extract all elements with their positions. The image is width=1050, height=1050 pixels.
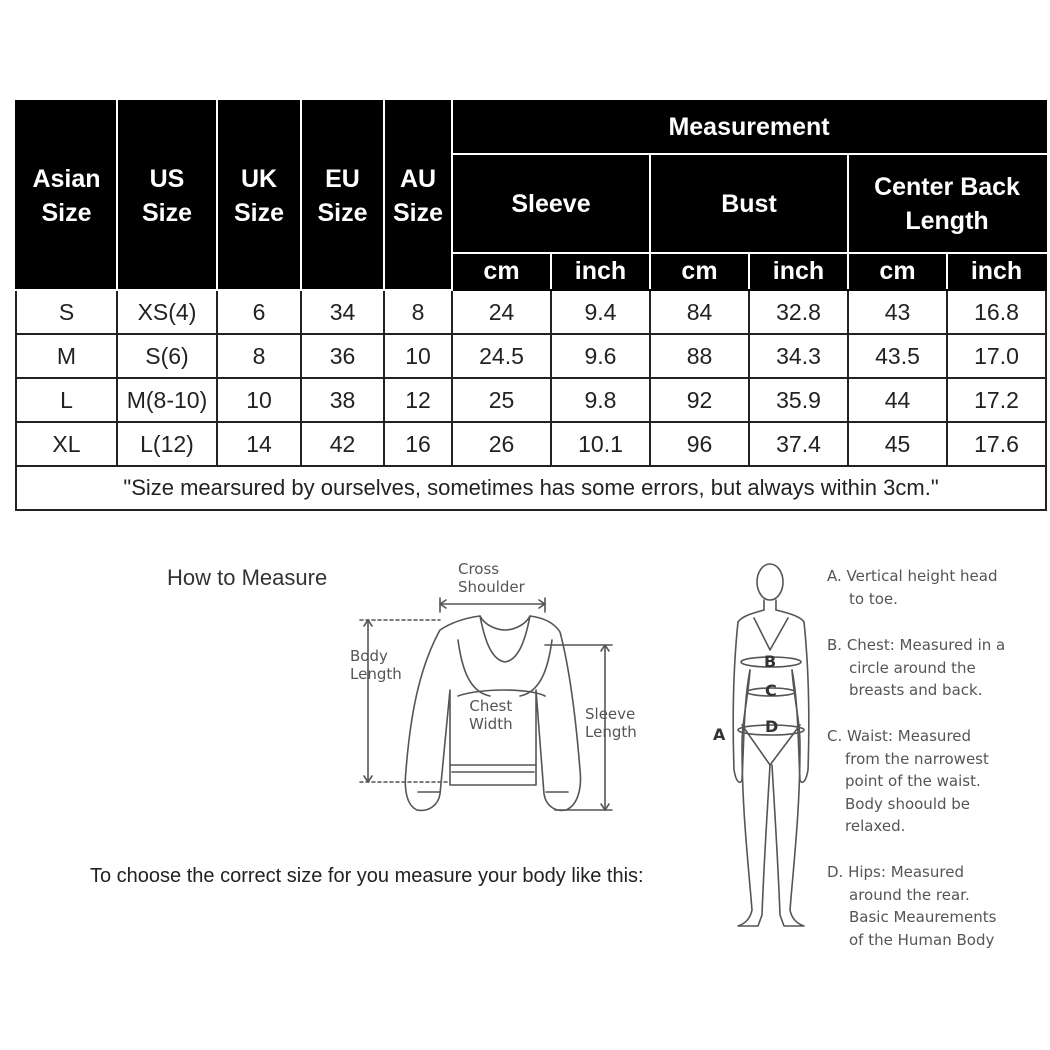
table-cell: 24 <box>452 290 551 334</box>
note-d-line: Basic Meaurements <box>849 908 997 926</box>
table-cell: XS(4) <box>117 290 217 334</box>
marker-b: B <box>764 652 777 671</box>
table-cell: 8 <box>217 334 301 378</box>
note-c-line: relaxed. <box>845 817 906 835</box>
table-row <box>16 422 1046 466</box>
table-cell: 12 <box>384 378 452 422</box>
table-cell: L(12) <box>117 422 217 466</box>
header-bust: Bust <box>650 154 848 253</box>
size-note: "Size mearsured by ourselves, sometimes has some errors, but always within 3cm." <box>16 466 1046 510</box>
unit-header: cm <box>452 253 551 290</box>
header-uk-size: UK Size <box>217 101 301 290</box>
header-eu-size: EU Size <box>301 101 384 290</box>
note-b-line: breasts and back. <box>849 681 983 699</box>
table-cell: 44 <box>848 378 947 422</box>
table-cell: 6 <box>217 290 301 334</box>
table-cell: 9.6 <box>551 334 650 378</box>
table-cell: 9.4 <box>551 290 650 334</box>
table-cell: M(8-10) <box>117 378 217 422</box>
how-to-measure-title: How to Measure <box>167 565 328 590</box>
table-cell: 10.1 <box>551 422 650 466</box>
table-cell: 43 <box>848 290 947 334</box>
table-cell: S <box>16 290 117 334</box>
table-cell: 96 <box>650 422 749 466</box>
header-asian-size: Asian Size <box>16 101 117 290</box>
table-cell: 37.4 <box>749 422 848 466</box>
marker-c: C <box>765 681 777 700</box>
size-table-body <box>16 290 1046 510</box>
header-sleeve: Sleeve <box>452 154 650 253</box>
header-us-size: US Size <box>117 101 217 290</box>
table-row <box>16 334 1046 378</box>
chest-width-label: Chest Width <box>469 697 513 733</box>
sleeve-length-label: Sleeve Length <box>585 705 637 741</box>
table-cell: 38 <box>301 378 384 422</box>
note-d-line: around the rear. <box>849 886 970 904</box>
unit-header: inch <box>749 253 848 290</box>
instruction-text: To choose the correct size for you measure your body like this: <box>90 865 644 887</box>
table-row <box>16 290 1046 334</box>
table-cell: 14 <box>217 422 301 466</box>
table-cell: 43.5 <box>848 334 947 378</box>
note-c-line: from the narrowest <box>845 750 989 768</box>
marker-a: A <box>713 725 726 744</box>
table-row <box>16 378 1046 422</box>
marker-d: D <box>765 717 779 736</box>
unit-header: cm <box>650 253 749 290</box>
unit-header: inch <box>551 253 650 290</box>
table-cell: M <box>16 334 117 378</box>
note-a-line: to toe. <box>849 590 898 608</box>
note-c-line: C. Waist: Measured <box>827 727 972 745</box>
table-cell: S(6) <box>117 334 217 378</box>
unit-header: cm <box>848 253 947 290</box>
table-cell: 92 <box>650 378 749 422</box>
note-a-line: A. Vertical height head <box>827 567 998 585</box>
unit-header: inch <box>947 253 1046 290</box>
table-cell: 16.8 <box>947 290 1046 334</box>
note-d-line: of the Human Body <box>849 931 995 949</box>
header-center-back-length: Center Back Length <box>848 154 1046 253</box>
table-cell: 88 <box>650 334 749 378</box>
table-cell: 10 <box>384 334 452 378</box>
cross-shoulder-label: Cross Shoulder <box>458 560 525 596</box>
table-cell: 10 <box>217 378 301 422</box>
table-cell: 42 <box>301 422 384 466</box>
sweater-diagram <box>340 560 670 830</box>
header-au-size: AU Size <box>384 101 452 290</box>
table-cell: 45 <box>848 422 947 466</box>
table-cell: 17.6 <box>947 422 1046 466</box>
table-cell: L <box>16 378 117 422</box>
table-cell: 32.8 <box>749 290 848 334</box>
note-c-line: Body shoould be <box>845 795 971 813</box>
note-d-line: D. Hips: Measured <box>827 863 964 881</box>
table-cell: 9.8 <box>551 378 650 422</box>
table-cell: 34 <box>301 290 384 334</box>
header-measurement: Measurement <box>452 101 1046 154</box>
table-cell: 8 <box>384 290 452 334</box>
body-length-label: Body Length <box>350 647 402 683</box>
table-cell: 36 <box>301 334 384 378</box>
table-cell: 35.9 <box>749 378 848 422</box>
note-c-line: point of the waist. <box>845 772 981 790</box>
table-cell: 25 <box>452 378 551 422</box>
table-cell: 84 <box>650 290 749 334</box>
note-b-line: B. Chest: Measured in a <box>827 636 1006 654</box>
note-b-line: circle around the <box>849 659 976 677</box>
table-cell: XL <box>16 422 117 466</box>
table-cell: 34.3 <box>749 334 848 378</box>
size-chart-table <box>15 100 1047 511</box>
table-cell: 24.5 <box>452 334 551 378</box>
table-cell: 17.0 <box>947 334 1046 378</box>
table-note-row <box>16 466 1046 510</box>
table-cell: 17.2 <box>947 378 1046 422</box>
table-cell: 26 <box>452 422 551 466</box>
table-cell: 16 <box>384 422 452 466</box>
human-body-figure <box>728 560 818 932</box>
